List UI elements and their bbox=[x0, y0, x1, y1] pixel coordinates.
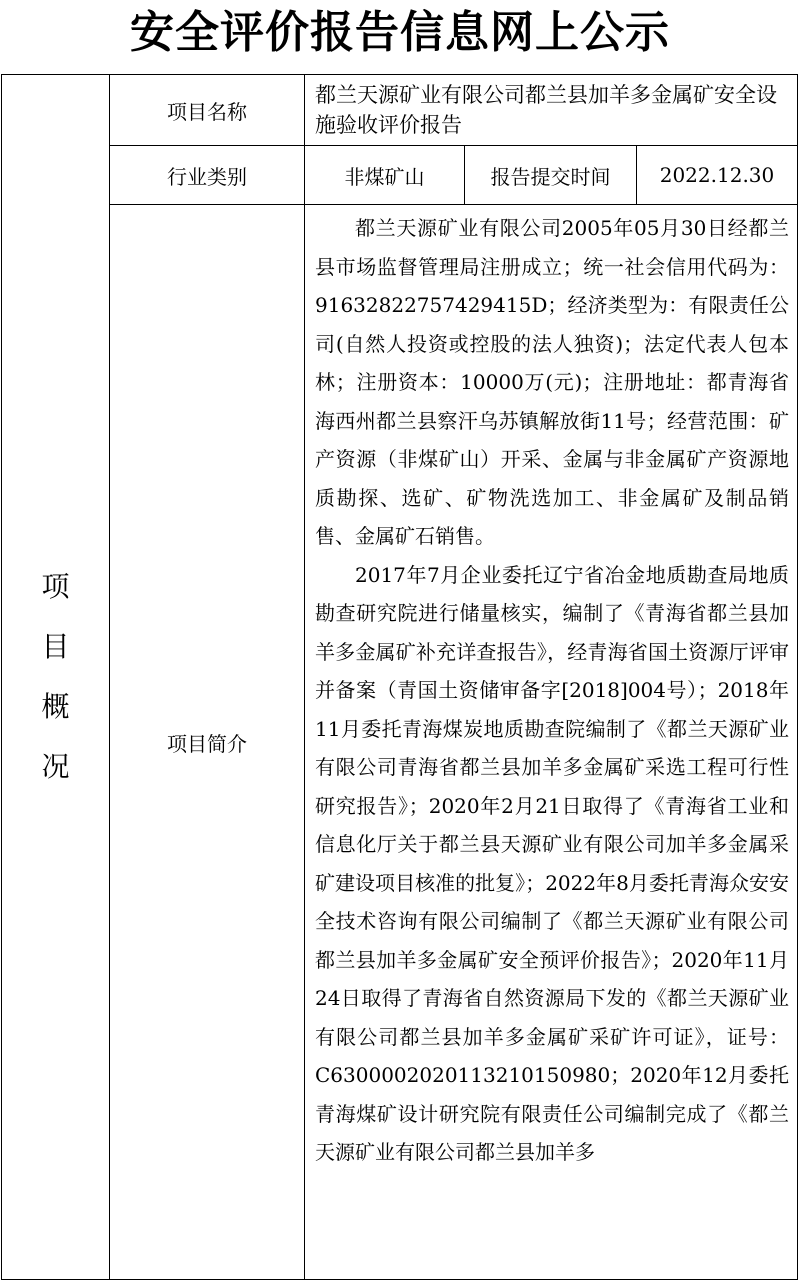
side-char-4: 况 bbox=[41, 750, 70, 783]
project-name-value: 都兰天源矿业有限公司都兰县加羊多金属矿安全设施验收评价报告 bbox=[305, 75, 798, 146]
side-char-1: 项 bbox=[41, 570, 70, 603]
industry-value: 非煤矿山 bbox=[305, 146, 465, 205]
page-title: 安全评价报告信息网上公示 bbox=[130, 7, 670, 58]
submit-time-value: 2022.12.30 bbox=[637, 146, 798, 205]
side-char-3: 概 bbox=[41, 690, 70, 723]
intro-paragraph-1: 都兰天源矿业有限公司2005年05月30日经都兰县市场监督管理局注册成立；统一社会信用代码为：91632822757429415D；经济类型为：有限责任公司(自然人投资或控股的法人独资)；法定代表人包本林；注册资本：10000万(元)；注册地址：都青海省海西州都兰县察汗乌苏镇解放街11号；经营范围：矿产资源（非煤矿山）开采、金属与非金属矿产资源地质勘探、选矿、矿物洗选加工、非金属矿及制品销售、金属矿石销售。 bbox=[315, 216, 789, 548]
intro-label: 项目简介 bbox=[110, 205, 305, 1280]
project-name-label: 项目名称 bbox=[110, 75, 305, 146]
intro-body bbox=[305, 205, 798, 1280]
side-char-2: 目 bbox=[41, 630, 70, 663]
industry-label: 行业类别 bbox=[110, 146, 305, 205]
submit-time-label: 报告提交时间 bbox=[465, 146, 637, 205]
info-table bbox=[1, 74, 798, 1280]
intro-paragraph-2: 2017年7月企业委托辽宁省冶金地质勘查局地质勘查研究院进行储量核实，编制了《青海省都兰县加羊多金属矿补充详查报告》，经青海省国土资源厅评审并备案（青国土资储审备字[2018]004号）；2018年11月委托青海煤炭地质勘查院编制了《都兰天源矿业有限公司青海省都兰县加羊多金属矿采选工程可行性研究报告》；2020年2月21日取得了《青海省工业和信息化厅关于都兰县天源矿业有限公司加羊多金属采矿建设项目核准的批复》；2022年8月委托青海众安安全技术咨询有限公司编制了《都兰天源矿业有限公司都兰县加羊多金属矿安全预评价报告》；2020年11月24日取得了青海省自然资源局下发的《都兰天源矿业有限公司都兰县加羊多金属矿采矿许可证》，证号：C6300002020113210150980；2020年12月委托青海煤矿设计研究院有限责任公司编制完成了《都兰天源矿业有限公司都兰县加羊多 bbox=[315, 562, 789, 1164]
project-overview-label bbox=[2, 75, 110, 1280]
